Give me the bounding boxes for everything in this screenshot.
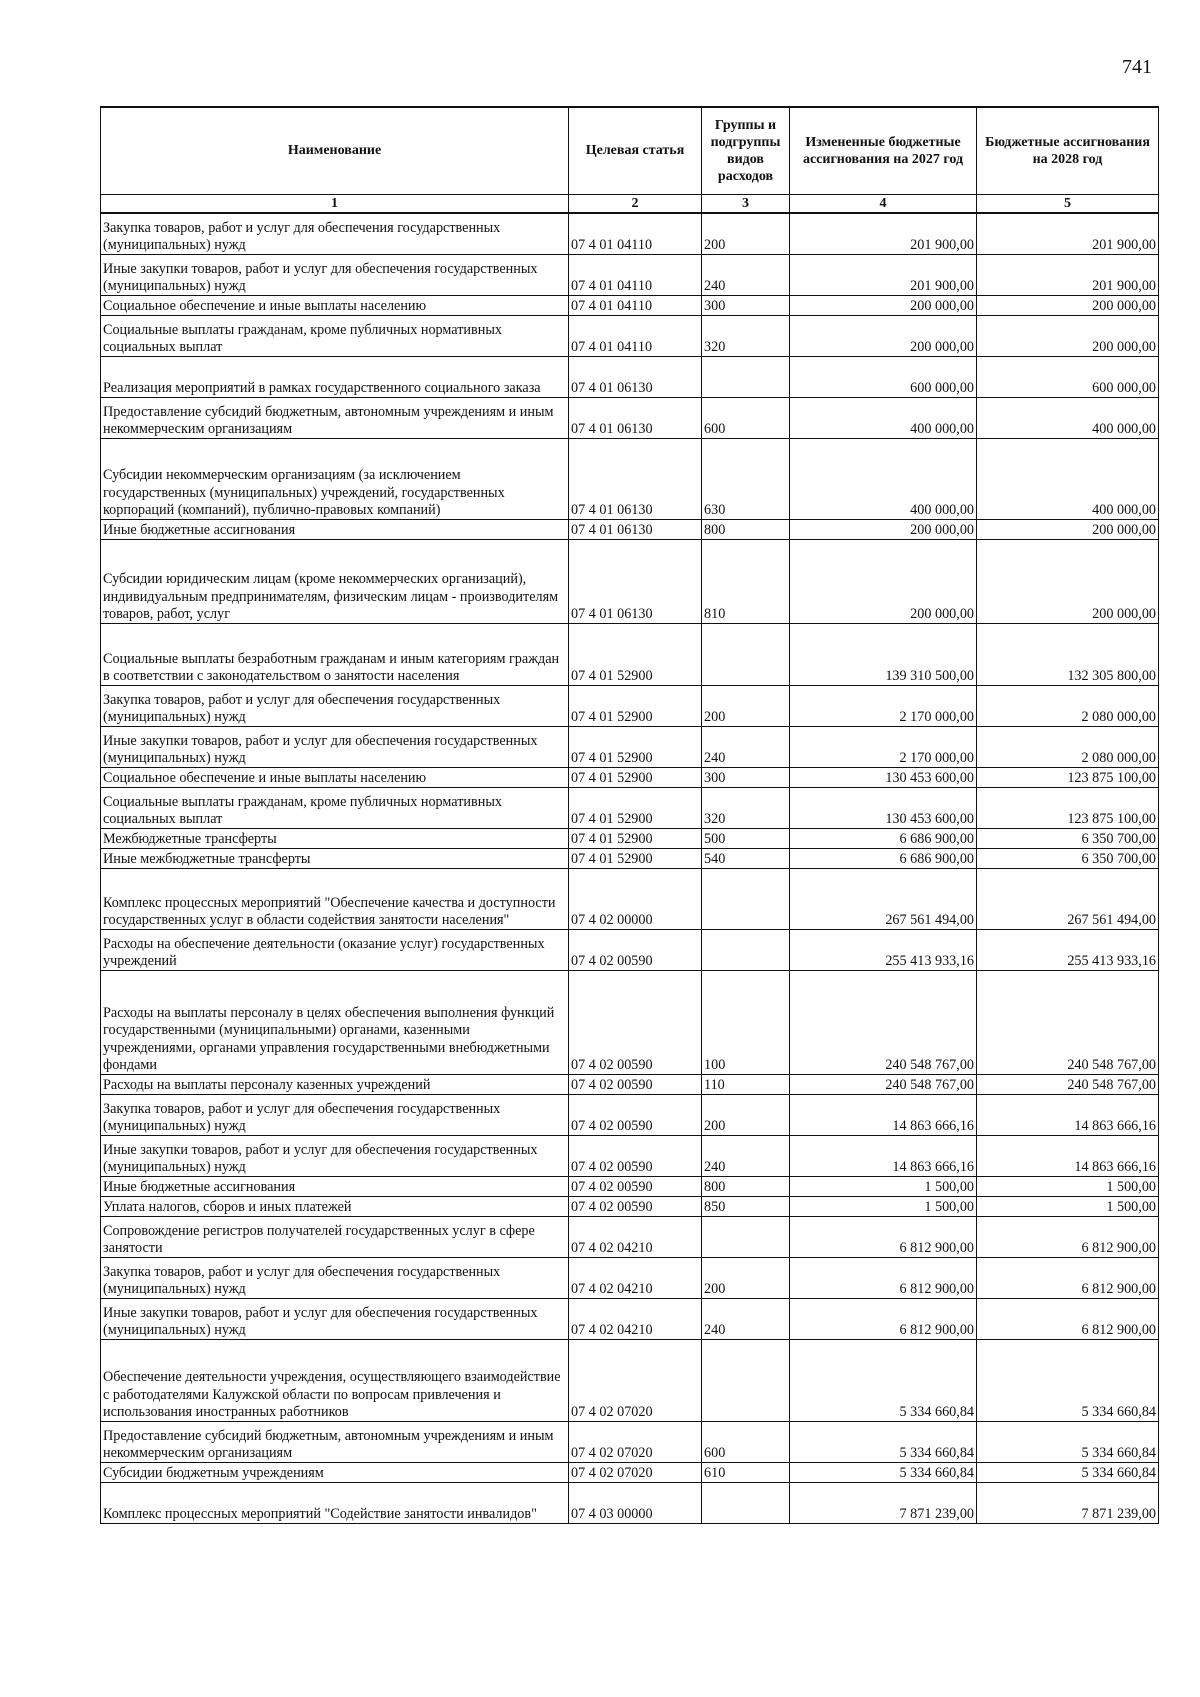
row-target-article: 07 4 02 04210 (569, 1216, 702, 1257)
row-expense-group (702, 1482, 790, 1523)
row-expense-group: 240 (702, 254, 790, 295)
row-target-article: 07 4 02 00590 (569, 1074, 702, 1094)
header-row (101, 107, 1159, 195)
row-amount-2027: 240 548 767,00 (790, 970, 977, 1074)
row-amount-2028: 6 812 900,00 (977, 1257, 1159, 1298)
row-target-article: 07 4 02 07020 (569, 1462, 702, 1482)
row-amount-2027: 1 500,00 (790, 1196, 977, 1216)
row-name: Социальное обеспечение и иные выплаты населению (101, 767, 569, 787)
row-target-article: 07 4 02 04210 (569, 1298, 702, 1339)
row-expense-group (702, 623, 790, 685)
header-target-article: Целевая статья (569, 107, 702, 195)
row-amount-2027: 130 453 600,00 (790, 767, 977, 787)
row-target-article: 07 4 02 00590 (569, 1196, 702, 1216)
row-amount-2027: 201 900,00 (790, 213, 977, 254)
table-row (101, 1421, 1159, 1462)
row-target-article: 07 4 01 04110 (569, 213, 702, 254)
page-number: 741 (1122, 56, 1152, 78)
row-name: Иные закупки товаров, работ и услуг для обеспечения государственных (муниципальных) нужд (101, 726, 569, 767)
row-amount-2028: 267 561 494,00 (977, 868, 1159, 929)
row-expense-group: 540 (702, 848, 790, 868)
table-row (101, 767, 1159, 787)
table-row (101, 254, 1159, 295)
row-name: Социальные выплаты гражданам, кроме публичных нормативных социальных выплат (101, 315, 569, 356)
row-expense-group: 600 (702, 397, 790, 438)
row-amount-2027: 139 310 500,00 (790, 623, 977, 685)
row-amount-2028: 123 875 100,00 (977, 787, 1159, 828)
row-expense-group (702, 868, 790, 929)
row-target-article: 07 4 02 04210 (569, 1257, 702, 1298)
row-expense-group: 320 (702, 787, 790, 828)
row-target-article: 07 4 02 07020 (569, 1421, 702, 1462)
table-row (101, 685, 1159, 726)
row-amount-2028: 5 334 660,84 (977, 1339, 1159, 1421)
row-name: Расходы на выплаты персоналу в целях обеспечения выполнения функций государственными (муниципальными) органами, казенными учреждениями, органами управления государственными внебюджетными фондами (101, 970, 569, 1074)
row-target-article: 07 4 03 00000 (569, 1482, 702, 1523)
row-target-article: 07 4 01 52900 (569, 848, 702, 868)
row-amount-2027: 200 000,00 (790, 295, 977, 315)
row-name: Сопровождение регистров получателей государственных услуг в сфере занятости (101, 1216, 569, 1257)
row-amount-2028: 400 000,00 (977, 438, 1159, 519)
row-name: Иные закупки товаров, работ и услуг для обеспечения государственных (муниципальных) нужд (101, 1298, 569, 1339)
row-expense-group: 610 (702, 1462, 790, 1482)
table-row (101, 787, 1159, 828)
row-name: Закупка товаров, работ и услуг для обеспечения государственных (муниципальных) нужд (101, 1094, 569, 1135)
table-row (101, 929, 1159, 970)
row-amount-2027: 5 334 660,84 (790, 1339, 977, 1421)
row-amount-2027: 240 548 767,00 (790, 1074, 977, 1094)
row-name: Иные бюджетные ассигнования (101, 519, 569, 539)
table-row (101, 356, 1159, 397)
row-amount-2027: 5 334 660,84 (790, 1421, 977, 1462)
table-row (101, 1135, 1159, 1176)
table-row (101, 438, 1159, 519)
row-target-article: 07 4 01 52900 (569, 767, 702, 787)
row-target-article: 07 4 01 04110 (569, 315, 702, 356)
row-expense-group (702, 356, 790, 397)
row-target-article: 07 4 01 52900 (569, 623, 702, 685)
row-expense-group: 500 (702, 828, 790, 848)
table-row (101, 213, 1159, 254)
row-amount-2027: 7 871 239,00 (790, 1482, 977, 1523)
column-number-row (101, 195, 1159, 214)
row-target-article: 07 4 01 06130 (569, 519, 702, 539)
table-row (101, 315, 1159, 356)
row-name: Иные закупки товаров, работ и услуг для обеспечения государственных (муниципальных) нужд (101, 1135, 569, 1176)
row-amount-2028: 200 000,00 (977, 519, 1159, 539)
table-row (101, 1462, 1159, 1482)
row-target-article: 07 4 01 06130 (569, 539, 702, 623)
row-expense-group: 200 (702, 213, 790, 254)
row-amount-2028: 5 334 660,84 (977, 1421, 1159, 1462)
row-target-article: 07 4 01 04110 (569, 254, 702, 295)
row-amount-2027: 5 334 660,84 (790, 1462, 977, 1482)
row-expense-group: 240 (702, 1298, 790, 1339)
row-expense-group: 630 (702, 438, 790, 519)
row-amount-2027: 14 863 666,16 (790, 1135, 977, 1176)
table-row (101, 397, 1159, 438)
row-target-article: 07 4 01 52900 (569, 787, 702, 828)
row-name: Комплекс процессных мероприятий "Содействие занятости инвалидов" (101, 1482, 569, 1523)
budget-table (100, 106, 1159, 1524)
row-name: Субсидии бюджетным учреждениям (101, 1462, 569, 1482)
row-target-article: 07 4 01 04110 (569, 295, 702, 315)
table-row (101, 519, 1159, 539)
row-amount-2028: 201 900,00 (977, 213, 1159, 254)
row-target-article: 07 4 01 52900 (569, 726, 702, 767)
row-amount-2028: 14 863 666,16 (977, 1094, 1159, 1135)
column-number: 5 (977, 195, 1159, 214)
row-name: Социальное обеспечение и иные выплаты населению (101, 295, 569, 315)
row-expense-group (702, 1216, 790, 1257)
row-amount-2028: 123 875 100,00 (977, 767, 1159, 787)
row-amount-2027: 6 686 900,00 (790, 848, 977, 868)
table-row (101, 1257, 1159, 1298)
row-name: Закупка товаров, работ и услуг для обеспечения государственных (муниципальных) нужд (101, 1257, 569, 1298)
row-target-article: 07 4 02 07020 (569, 1339, 702, 1421)
row-amount-2028: 255 413 933,16 (977, 929, 1159, 970)
row-name: Субсидии юридическим лицам (кроме некоммерческих организаций), индивидуальным предпринимателям, физическим лицам - производителям товаров, работ, услуг (101, 539, 569, 623)
row-name: Обеспечение деятельности учреждения, осуществляющего взаимодействие с работодателями Калужской области по вопросам привлечения и использования иностранных работников (101, 1339, 569, 1421)
header-name: Наименование (101, 107, 569, 195)
row-expense-group: 240 (702, 726, 790, 767)
table-body (101, 213, 1159, 1523)
row-expense-group: 300 (702, 767, 790, 787)
row-amount-2027: 255 413 933,16 (790, 929, 977, 970)
row-name: Иные межбюджетные трансферты (101, 848, 569, 868)
row-name: Комплекс процессных мероприятий "Обеспечение качества и доступности государственных услуг в области содействия занятости населения" (101, 868, 569, 929)
table-row (101, 1339, 1159, 1421)
table-row (101, 868, 1159, 929)
row-expense-group: 200 (702, 685, 790, 726)
row-target-article: 07 4 02 00590 (569, 1094, 702, 1135)
row-expense-group: 110 (702, 1074, 790, 1094)
row-amount-2028: 600 000,00 (977, 356, 1159, 397)
row-amount-2027: 200 000,00 (790, 315, 977, 356)
row-target-article: 07 4 01 52900 (569, 828, 702, 848)
row-expense-group: 240 (702, 1135, 790, 1176)
table-row (101, 1094, 1159, 1135)
row-amount-2027: 2 170 000,00 (790, 685, 977, 726)
row-expense-group: 300 (702, 295, 790, 315)
row-amount-2027: 600 000,00 (790, 356, 977, 397)
row-name: Социальные выплаты безработным гражданам и иным категориям граждан в соответствии с законодательством о занятости населения (101, 623, 569, 685)
row-expense-group: 800 (702, 1176, 790, 1196)
table-row (101, 1176, 1159, 1196)
row-amount-2027: 6 812 900,00 (790, 1298, 977, 1339)
row-amount-2028: 200 000,00 (977, 315, 1159, 356)
row-expense-group: 810 (702, 539, 790, 623)
header-expense-groups: Группы и подгруппы видов расходов (702, 107, 790, 195)
row-target-article: 07 4 01 06130 (569, 438, 702, 519)
row-amount-2027: 400 000,00 (790, 397, 977, 438)
row-target-article: 07 4 02 00590 (569, 929, 702, 970)
row-expense-group: 200 (702, 1094, 790, 1135)
row-target-article: 07 4 02 00590 (569, 1135, 702, 1176)
row-amount-2028: 200 000,00 (977, 539, 1159, 623)
row-amount-2028: 6 812 900,00 (977, 1298, 1159, 1339)
row-amount-2028: 5 334 660,84 (977, 1462, 1159, 1482)
row-amount-2028: 7 871 239,00 (977, 1482, 1159, 1523)
header-allocations-2028: Бюджетные ассигнования на 2028 год (977, 107, 1159, 195)
row-name: Иные закупки товаров, работ и услуг для обеспечения государственных (муниципальных) нужд (101, 254, 569, 295)
row-target-article: 07 4 02 00000 (569, 868, 702, 929)
row-name: Социальные выплаты гражданам, кроме публичных нормативных социальных выплат (101, 787, 569, 828)
row-amount-2027: 6 812 900,00 (790, 1257, 977, 1298)
column-number: 3 (702, 195, 790, 214)
column-number: 1 (101, 195, 569, 214)
table-row (101, 970, 1159, 1074)
row-expense-group (702, 929, 790, 970)
row-amount-2028: 6 350 700,00 (977, 848, 1159, 868)
row-amount-2028: 132 305 800,00 (977, 623, 1159, 685)
row-name: Предоставление субсидий бюджетным, автономным учреждениям и иным некоммерческим организациям (101, 397, 569, 438)
row-expense-group: 320 (702, 315, 790, 356)
table-row (101, 1216, 1159, 1257)
row-expense-group (702, 1339, 790, 1421)
row-amount-2028: 240 548 767,00 (977, 1074, 1159, 1094)
row-target-article: 07 4 01 06130 (569, 397, 702, 438)
table-row (101, 1074, 1159, 1094)
row-amount-2028: 14 863 666,16 (977, 1135, 1159, 1176)
column-number: 4 (790, 195, 977, 214)
table-row (101, 539, 1159, 623)
row-expense-group: 800 (702, 519, 790, 539)
row-amount-2027: 2 170 000,00 (790, 726, 977, 767)
row-expense-group: 100 (702, 970, 790, 1074)
row-amount-2028: 1 500,00 (977, 1196, 1159, 1216)
row-name: Закупка товаров, работ и услуг для обеспечения государственных (муниципальных) нужд (101, 685, 569, 726)
row-expense-group: 600 (702, 1421, 790, 1462)
row-amount-2027: 130 453 600,00 (790, 787, 977, 828)
row-amount-2028: 400 000,00 (977, 397, 1159, 438)
table-row (101, 1482, 1159, 1523)
table-row (101, 1298, 1159, 1339)
row-amount-2027: 400 000,00 (790, 438, 977, 519)
row-name: Иные бюджетные ассигнования (101, 1176, 569, 1196)
row-expense-group: 200 (702, 1257, 790, 1298)
row-amount-2028: 240 548 767,00 (977, 970, 1159, 1074)
row-name: Предоставление субсидий бюджетным, автономным учреждениям и иным некоммерческим организациям (101, 1421, 569, 1462)
row-amount-2027: 200 000,00 (790, 539, 977, 623)
row-expense-group: 850 (702, 1196, 790, 1216)
row-amount-2027: 201 900,00 (790, 254, 977, 295)
row-amount-2028: 6 812 900,00 (977, 1216, 1159, 1257)
row-target-article: 07 4 02 00590 (569, 1176, 702, 1196)
row-name: Реализация мероприятий в рамках государственного социального заказа (101, 356, 569, 397)
row-name: Субсидии некоммерческим организациям (за исключением государственных (муниципальных) учреждений, государственных корпораций (компаний), публично-правовых компаний) (101, 438, 569, 519)
table-row (101, 623, 1159, 685)
header-allocations-2027: Измененные бюджетные ассигнования на 2027 год (790, 107, 977, 195)
row-target-article: 07 4 02 00590 (569, 970, 702, 1074)
row-amount-2027: 1 500,00 (790, 1176, 977, 1196)
row-amount-2027: 200 000,00 (790, 519, 977, 539)
row-name: Закупка товаров, работ и услуг для обеспечения государственных (муниципальных) нужд (101, 213, 569, 254)
row-name: Межбюджетные трансферты (101, 828, 569, 848)
row-amount-2028: 200 000,00 (977, 295, 1159, 315)
column-number: 2 (569, 195, 702, 214)
table-row (101, 828, 1159, 848)
row-name: Уплата налогов, сборов и иных платежей (101, 1196, 569, 1216)
row-name: Расходы на обеспечение деятельности (оказание услуг) государственных учреждений (101, 929, 569, 970)
row-amount-2028: 2 080 000,00 (977, 685, 1159, 726)
row-name: Расходы на выплаты персоналу казенных учреждений (101, 1074, 569, 1094)
row-target-article: 07 4 01 52900 (569, 685, 702, 726)
row-amount-2027: 267 561 494,00 (790, 868, 977, 929)
row-amount-2027: 6 686 900,00 (790, 828, 977, 848)
table-row (101, 1196, 1159, 1216)
row-amount-2028: 6 350 700,00 (977, 828, 1159, 848)
row-amount-2028: 1 500,00 (977, 1176, 1159, 1196)
row-amount-2027: 6 812 900,00 (790, 1216, 977, 1257)
row-target-article: 07 4 01 06130 (569, 356, 702, 397)
row-amount-2027: 14 863 666,16 (790, 1094, 977, 1135)
row-amount-2028: 2 080 000,00 (977, 726, 1159, 767)
table-row (101, 848, 1159, 868)
table-row (101, 726, 1159, 767)
row-amount-2028: 201 900,00 (977, 254, 1159, 295)
table-row (101, 295, 1159, 315)
